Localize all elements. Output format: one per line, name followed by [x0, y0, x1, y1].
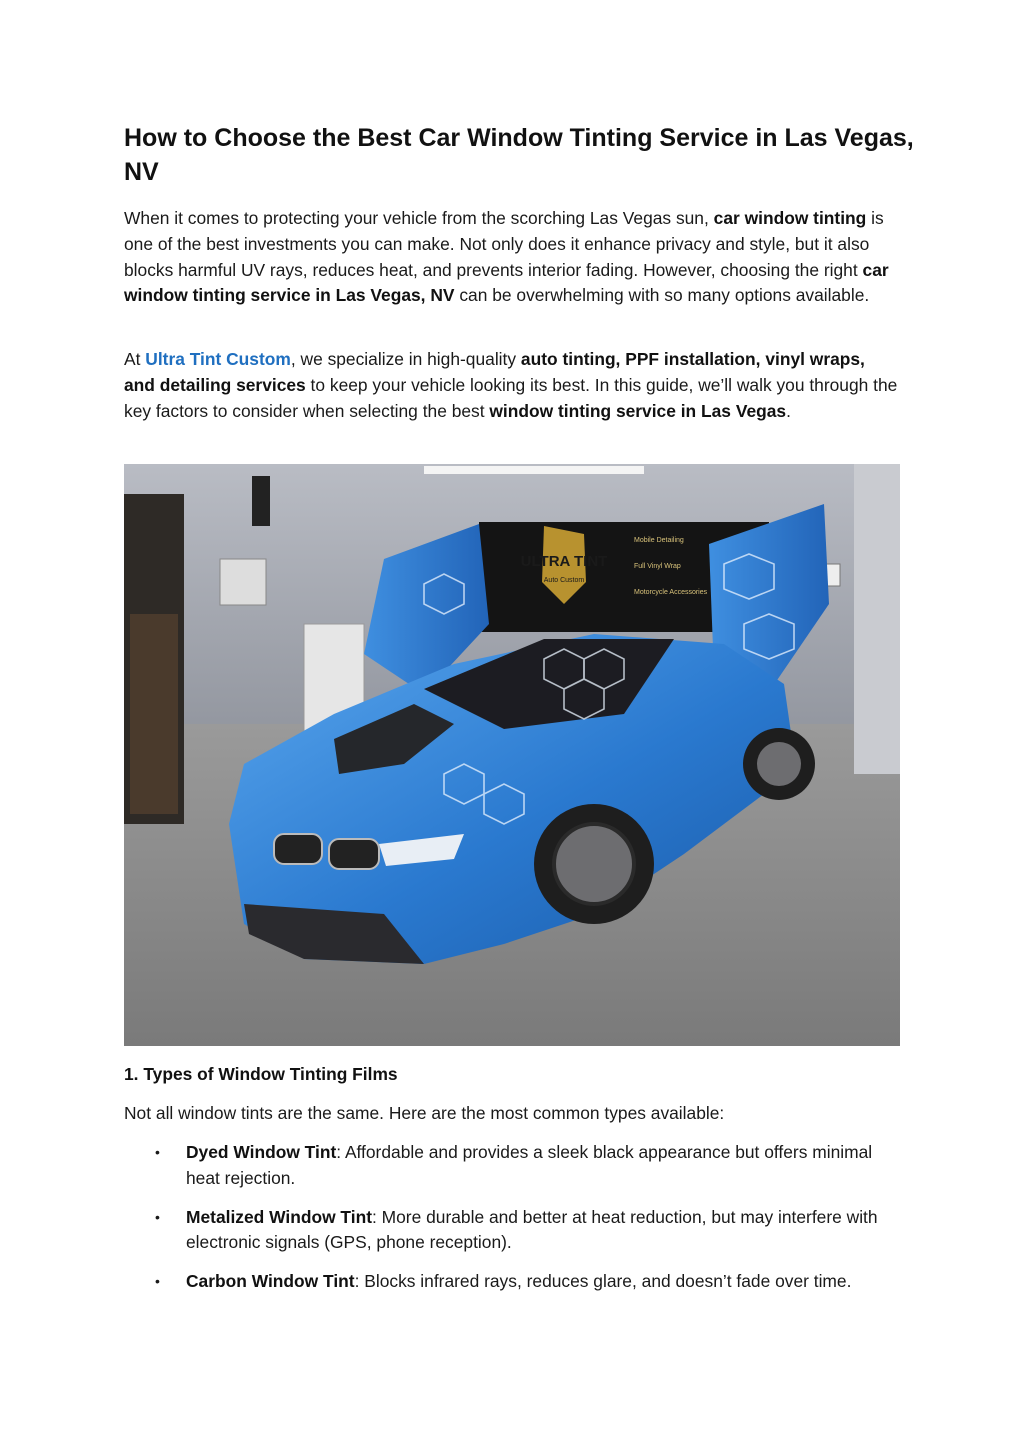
- intro-paragraph: [124, 206, 900, 309]
- banner-logo-text: ULTRA TINT: [520, 553, 608, 570]
- bullet-icon: •: [155, 1144, 160, 1160]
- company-text-2: , we specialize in high-quality: [290, 349, 521, 369]
- list-item-desc: : More durable and better at heat reduction, but may interfere with electronic signals (GPS, phone reception).: [186, 1206, 878, 1253]
- banner-side-2: Full Vinyl Wrap: [634, 563, 681, 570]
- tint-types-list: [124, 1140, 900, 1308]
- company-text-4: .: [786, 400, 791, 421]
- list-item-name: Dyed Window Tint: [186, 1142, 337, 1162]
- company-text-1: At: [124, 349, 146, 369]
- rear-rim: [757, 742, 801, 786]
- banner-side-1: Mobile Detailing: [634, 537, 684, 544]
- car-photo: [124, 464, 900, 1046]
- garage-door: [854, 464, 900, 774]
- list-item: [124, 1140, 900, 1192]
- page-title: How to Choose the Best Car Window Tinting Service in Las Vegas, NV: [124, 124, 914, 186]
- list-item: [124, 1269, 900, 1295]
- company-text-3: to keep your vehicle looking its best. In this guide, we’ll walk you through the key factors to consider when selecting the best: [124, 374, 898, 421]
- list-item-desc: : Affordable and provides a sleek black appearance but offers minimal heat rejection.: [186, 1142, 873, 1188]
- company-bold-2: window tinting service in Las Vegas: [489, 400, 787, 421]
- intro-text-1: When it comes to protecting your vehicle from the scorching Las Vegas sun,: [124, 208, 714, 228]
- ceiling-light: [424, 466, 644, 474]
- grille-left: [274, 834, 322, 864]
- list-item: [124, 1205, 900, 1257]
- bullet-icon: •: [155, 1208, 160, 1225]
- intro-bold-1: car window tinting: [713, 208, 867, 228]
- doorway-interior: [130, 614, 178, 814]
- company-bold-1: auto tinting, PPF installation, vinyl wraps, and detailing services: [124, 349, 865, 395]
- section-heading-types: 1. Types of Window Tinting Films: [124, 1064, 398, 1084]
- company-paragraph: [124, 347, 900, 424]
- list-item-desc: : Blocks infrared rays, reduces glare, and doesn’t fade over time.: [354, 1271, 852, 1292]
- list-item-name: Carbon Window Tint: [186, 1271, 355, 1292]
- front-rim: [554, 824, 634, 904]
- grille-right: [329, 839, 379, 869]
- car-photo-illustration: [124, 464, 900, 1046]
- section-intro: Not all window tints are the same. Here are the most common types available:: [124, 1103, 725, 1123]
- intro-text-3: can be overwhelming with so many options available.: [454, 285, 870, 306]
- wall-panel: [220, 559, 266, 605]
- list-item-name: Metalized Window Tint: [186, 1206, 372, 1227]
- ultra-tint-custom-link[interactable]: Ultra Tint Custom: [145, 349, 291, 369]
- intro-text-2: is one of the best investments you can make. Not only does it enhance privacy and style, but it also blocks harmful UV rays, reduces heat, and prevents interior fading. However, choosing the right: [124, 208, 884, 280]
- banner-logo-subtext: Auto Custom: [543, 577, 585, 584]
- banner-side-3: Motorcycle Accessories: [634, 589, 708, 596]
- bullet-icon: •: [155, 1273, 160, 1290]
- intro-bold-2: car window tinting service in Las Vegas, NV: [124, 259, 889, 306]
- wall-speaker: [252, 476, 270, 526]
